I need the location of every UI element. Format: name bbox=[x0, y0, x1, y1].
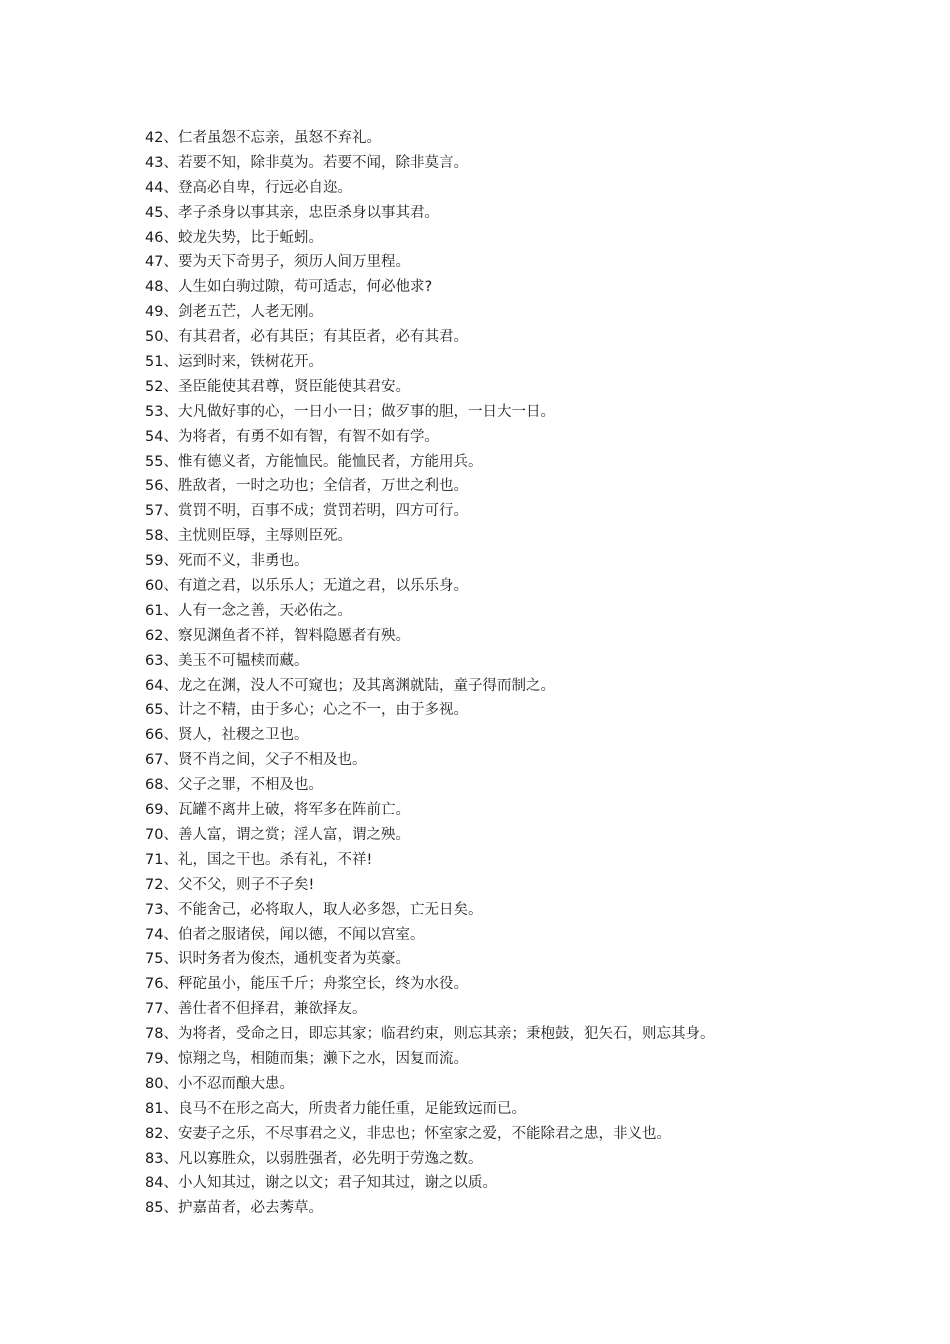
quote-line: 80、小不忍而酿大患。 bbox=[145, 1075, 294, 1092]
quote-line: 68、父子之罪，不相及也。 bbox=[145, 777, 323, 794]
quote-line: 42、仁者虽怨不忘亲，虽怒不弃礼。 bbox=[145, 130, 381, 146]
quote-line: 56、胜敌者，一时之功也；全信者，万世之利也。 bbox=[145, 478, 468, 495]
quote-line: 75、识时务者为俊杰，通机变者为英豪。 bbox=[145, 951, 410, 968]
quote-line: 43、若要不知，除非莫为。若要不闻，除非莫言。 bbox=[145, 154, 468, 171]
quote-line: 49、剑老五芒，人老无刚。 bbox=[145, 304, 323, 321]
quote-line: 58、主忧则臣辱，主辱则臣死。 bbox=[145, 528, 352, 545]
quote-line: 55、惟有德义者，方能恤民。能恤民者，方能用兵。 bbox=[145, 453, 483, 470]
quote-line: 67、贤不肖之间，父子不相及也。 bbox=[145, 752, 367, 769]
quote-line: 78、为将者，受命之日，即忘其家；临君约束，则忘其亲；秉枹鼓，犯矢石，则忘其身。 bbox=[145, 1026, 715, 1043]
quote-line: 77、善仕者不但择君，兼欲择友。 bbox=[145, 1001, 367, 1018]
quote-line: 71、礼，国之干也。杀有礼，不祥! bbox=[145, 851, 373, 868]
quote-line: 72、父不父，则子不子矣! bbox=[145, 876, 315, 893]
quote-line: 82、安妻子之乐，不尽事君之义，非忠也；怀室家之爱，不能除君之患，非义也。 bbox=[145, 1125, 671, 1142]
quote-line: 59、死而不义，非勇也。 bbox=[145, 553, 309, 570]
quote-line: 54、为将者，有勇不如有智，有智不如有学。 bbox=[145, 428, 439, 445]
quote-line: 44、登高必自卑，行远必自迩。 bbox=[145, 179, 352, 196]
quote-line: 60、有道之君，以乐乐人；无道之君，以乐乐身。 bbox=[145, 578, 468, 595]
quote-line: 61、人有一念之善，天必佑之。 bbox=[145, 602, 352, 619]
quote-line: 63、美玉不可韫椟而藏。 bbox=[145, 652, 309, 669]
quote-line: 64、龙之在渊，没人不可窥也；及其离渊就陆，童子得而制之。 bbox=[145, 677, 555, 694]
quote-list bbox=[145, 126, 935, 1221]
quote-line: 69、瓦罐不离井上破，将军多在阵前亡。 bbox=[145, 802, 410, 819]
quote-line: 52、圣臣能使其君尊，贤臣能使其君安。 bbox=[145, 378, 410, 395]
quote-line: 48、人生如白驹过隙，苟可适志，何必他求? bbox=[145, 279, 433, 296]
quote-line: 79、惊翔之鸟，相随而集；濑下之水，因复而流。 bbox=[145, 1050, 468, 1067]
quote-line: 53、大凡做好事的心，一日小一日；做歹事的胆，一日大一日。 bbox=[145, 403, 555, 420]
quote-line: 65、计之不精，由于多心；心之不一，由于多视。 bbox=[145, 702, 468, 719]
quote-line: 76、秤砣虽小，能压千斤；舟浆空长，终为水役。 bbox=[145, 976, 468, 993]
quote-line: 57、赏罚不明，百事不成；赏罚若明，四方可行。 bbox=[145, 503, 468, 520]
quote-line: 84、小人知其过，谢之以文；君子知其过，谢之以质。 bbox=[145, 1175, 497, 1192]
quote-line: 74、伯者之服诸侯，闻以德，不闻以宫室。 bbox=[145, 926, 425, 943]
quote-line: 85、护嘉苗者，必去莠草。 bbox=[145, 1200, 323, 1217]
quote-line: 50、有其君者，必有其臣；有其臣者，必有其君。 bbox=[145, 329, 468, 346]
quote-line: 81、良马不在形之高大，所贵者力能任重，足能致远而已。 bbox=[145, 1100, 526, 1117]
quote-line: 83、凡以寡胜众，以弱胜强者，必先明于劳逸之数。 bbox=[145, 1150, 483, 1167]
quote-line: 45、孝子杀身以事其亲，忠臣杀身以事其君。 bbox=[145, 204, 439, 221]
quote-line: 62、察见渊鱼者不祥，智料隐慝者有殃。 bbox=[145, 627, 410, 644]
quote-line: 73、不能舍己，必将取人，取人必多怨，亡无日矣。 bbox=[145, 901, 483, 918]
quote-line: 70、善人富，谓之赏；淫人富，谓之殃。 bbox=[145, 826, 410, 843]
quote-line: 51、运到时来，铁树花开。 bbox=[145, 354, 323, 371]
quote-line: 46、蛟龙失势，比于蚯蚓。 bbox=[145, 229, 323, 246]
quote-line: 47、要为天下奇男子，须历人间万里程。 bbox=[145, 254, 410, 271]
quote-line: 66、贤人，社稷之卫也。 bbox=[145, 727, 309, 744]
